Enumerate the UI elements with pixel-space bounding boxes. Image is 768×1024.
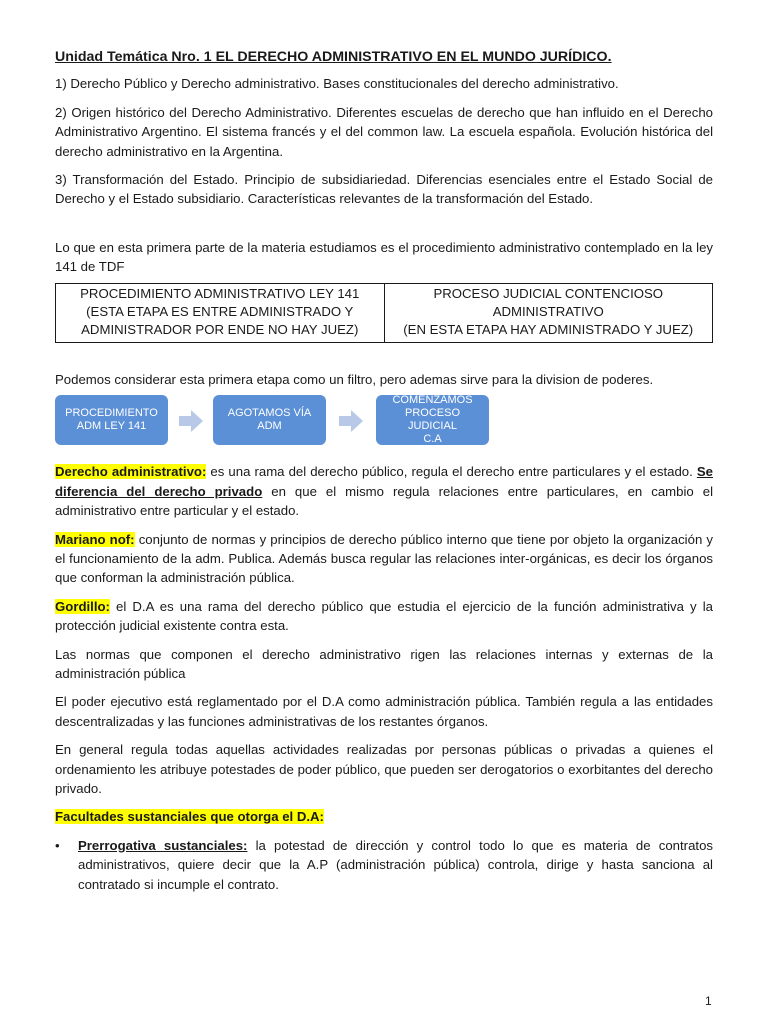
definition-label: Gordillo: [55, 598, 110, 614]
cell-line: PROCEDIMIENTO ADMINISTRATIVO LEY 141 [80, 285, 360, 301]
cell-line: ADMINISTRADOR POR ENDE NO HAY JUEZ) [81, 322, 359, 338]
document-page [55, 48, 713, 894]
table-cell-procedimiento [56, 283, 385, 342]
body-paragraph: En general regula todas aquellas actividades realizadas por personas públicas o privadas a quienes el ordenamiento les atribuye potestades de poder público, que pueden ser derogatorios o exorbitantes del derecho privado. [55, 742, 713, 796]
bullet-label: Prerrogativa sustanciales: [78, 837, 248, 853]
flow-box-line: COMENZAMOS [392, 394, 473, 407]
definition-label: Derecho administrativo: [55, 464, 207, 480]
cell-line: ADMINISTRATIVO [492, 304, 604, 320]
flow-box-line: C.A [423, 433, 442, 446]
filter-paragraph: Podemos considerar esta primera etapa como un filtro, pero ademas sirve para la division de poderes. [55, 371, 654, 387]
unit-title: Unidad Temática Nro. 1 EL DERECHO ADMINISTRATIVO EN EL MUNDO JURÍDICO. [55, 49, 612, 65]
comparison-table [55, 283, 713, 343]
bullet-icon: • [55, 837, 60, 853]
definition-gordillo [55, 597, 713, 636]
flow-box-line: ADM LEY 141 [76, 420, 147, 433]
definition-mariano-nof [55, 530, 713, 588]
list-item [55, 836, 713, 894]
intro-paragraph: Lo que en esta primera parte de la materia estudiamos es el procedimiento administrativo contemplado en la ley 141 de TDF [55, 239, 713, 275]
heading-highlight: Facultades sustanciales que otorga el D.A: [55, 809, 324, 825]
table-cell-proceso-judicial [384, 283, 713, 342]
facultades-list [55, 836, 713, 894]
flow-box-procedimiento [55, 395, 168, 445]
topic-2: 2) Origen histórico del Derecho Administrativo. Diferentes escuelas de derecho que han influido en el Derecho Administrativo Argentino. El sistema francés y el del common law. La escuela española. Evolución histórica del derecho administrativo en la Argentina. [55, 104, 713, 159]
definition-text: es una rama del derecho público, regula el derecho entre particulares y el estado. [206, 464, 697, 480]
arrow-right-icon [339, 409, 363, 433]
facultades-heading [55, 807, 713, 826]
topic-1: 1) Derecho Público y Derecho administrativo. Bases constitucionales del derecho administrativo. [55, 76, 619, 92]
flow-box-agotamos [213, 395, 326, 445]
flow-box-line: ADM [257, 420, 282, 433]
topic-3: 3) Transformación del Estado. Principio de subsidiariedad. Diferencias esenciales entre el Estado Social de Derecho y el Estado subsidiario. Características relevantes de la transformación del Estado. [55, 172, 713, 207]
process-flow-diagram [55, 395, 713, 449]
page-number: 1 [705, 994, 712, 1008]
cell-line: (EN ESTA ETAPA HAY ADMINISTRADO Y JUEZ) [403, 322, 694, 338]
definition-text: conjunto de normas y principios de derecho público interno que tiene por objeto la organización y el funcionamiento de la adm. Publica. Además busca regular las relaciones inter-orgánicas, es decir los órganos que conforman la administración pública. [55, 531, 713, 586]
bullet-text: la potestad de dirección y control todo lo que es materia de contratos administrativos, quiere decir que la A.P (administración pública) controla, dirige y hasta sanciona al contratado si incumple el contrato. [78, 837, 713, 892]
flow-box-line: PROCESO JUDICIAL [404, 407, 460, 433]
definition-text: el D.A es una rama del derecho público que estudia el ejercicio de la función administrativa y la protección judicial existente contra esta. [55, 598, 713, 634]
arrow-right-icon [179, 409, 203, 433]
definition-text: en que el mismo regula relaciones entre particulares, en cambio el administrativo entre particular y el estado. [55, 483, 714, 519]
definition-emphasis: Se diferencia del derecho privado [55, 464, 713, 499]
body-paragraph: El poder ejecutivo está reglamentado por el D.A como administración pública. También regula a las entidades descentralizadas y las funciones administrativas de los restantes órganos. [55, 694, 713, 729]
body-paragraph: Las normas que componen el derecho administrativo rigen las relaciones internas y externas de la administración pública [55, 646, 713, 681]
cell-line: (ESTA ETAPA ES ENTRE ADMINISTRADO Y [86, 304, 354, 320]
cell-line: PROCESO JUDICIAL CONTENCIOSO [433, 285, 664, 301]
flow-box-comenzamos [376, 395, 489, 445]
definition-derecho-administrativo [55, 462, 713, 520]
flow-box-line: PROCEDIMIENTO [65, 407, 158, 420]
definition-label: Mariano nof: [55, 531, 135, 547]
flow-box-line: AGOTAMOS VÍA [227, 407, 312, 420]
